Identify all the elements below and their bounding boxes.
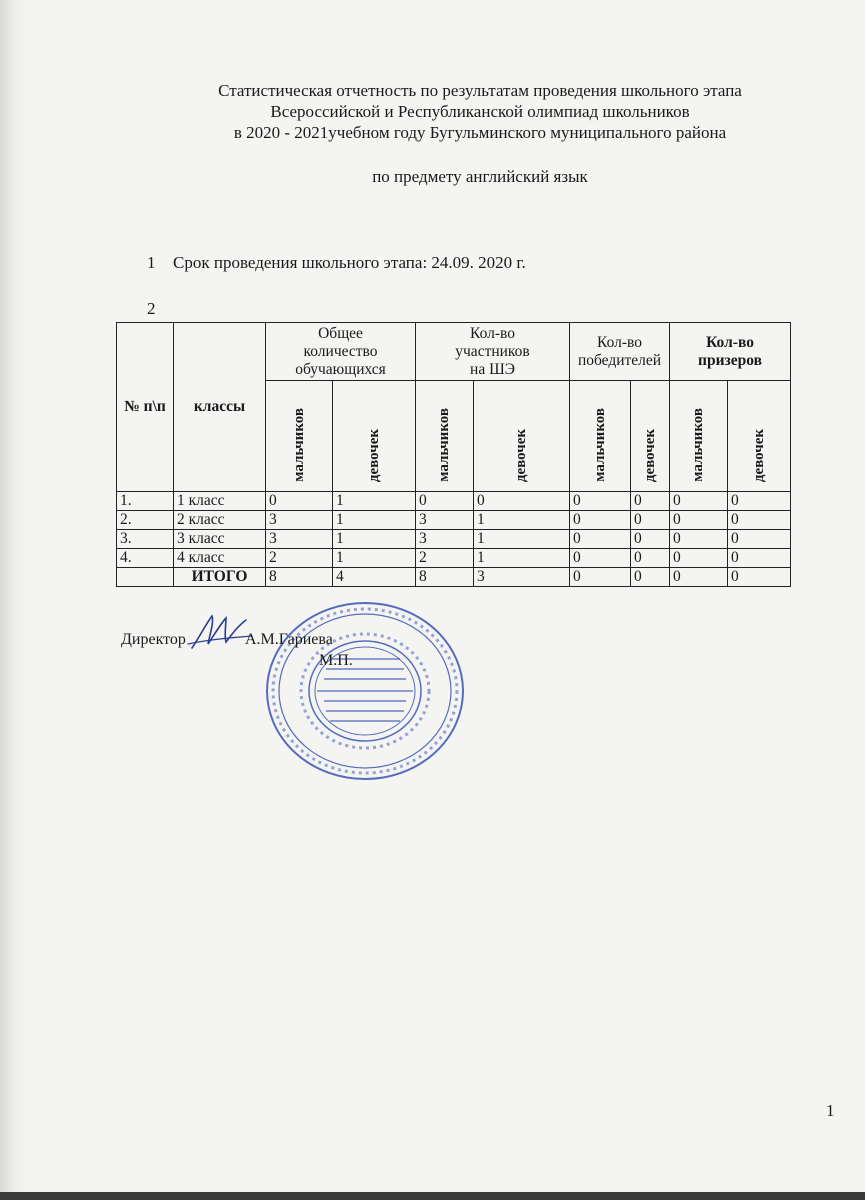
- table-cell: 1: [474, 549, 570, 568]
- table-cell: 3: [266, 511, 333, 530]
- table-cell: 0: [670, 492, 728, 511]
- table-cell: 0: [670, 511, 728, 530]
- table-cell: 0: [728, 511, 791, 530]
- table-cell: 1: [333, 492, 416, 511]
- header-num: № п\п: [117, 323, 174, 492]
- item-1-number: 1: [147, 253, 156, 272]
- table-cell: 1: [474, 511, 570, 530]
- table-row: [117, 549, 791, 568]
- director-name: А.М.Гариева: [245, 631, 333, 648]
- table-cell: 0: [728, 530, 791, 549]
- table-cell: 0: [728, 492, 791, 511]
- header-girls: девочек: [474, 381, 570, 492]
- item-1-text: Срок проведения школьного этапа: 24.09. 2020 г.: [173, 253, 526, 272]
- header-boys: мальчиков: [416, 381, 474, 492]
- table-cell: 8: [266, 568, 333, 587]
- table-row: [117, 511, 791, 530]
- table-cell: 0: [670, 568, 728, 587]
- table-cell: 0: [670, 549, 728, 568]
- title-line-1: Статистическая отчетность по результатам проведения школьного этапа: [218, 81, 742, 100]
- scan-bottom-edge: [0, 1192, 865, 1200]
- table-cell: 0: [728, 549, 791, 568]
- total-number: [117, 568, 174, 587]
- header-classes: классы: [174, 323, 266, 492]
- title-line-3: в 2020 - 2021учебном году Бугульминского муниципального района: [233, 123, 727, 142]
- header-participants: Кол-во участников на ШЭ: [416, 323, 570, 381]
- header-boys: мальчиков: [266, 381, 333, 492]
- table-cell: 1: [333, 549, 416, 568]
- header-girls: девочек: [631, 381, 670, 492]
- row-number: 3.: [117, 530, 174, 549]
- header-boys: мальчиков: [570, 381, 631, 492]
- header-boys: мальчиков: [670, 381, 728, 492]
- header-prize-winners: Кол-во призеров: [670, 323, 791, 381]
- table-cell: 3: [474, 568, 570, 587]
- table-cell: 1: [333, 511, 416, 530]
- official-stamp: [260, 596, 470, 786]
- row-number: 4.: [117, 549, 174, 568]
- table-cell: 3: [416, 530, 474, 549]
- table-row: [117, 530, 791, 549]
- table-cell: 0: [570, 568, 631, 587]
- table-cell: 8: [416, 568, 474, 587]
- item-2-number: 2: [147, 299, 156, 318]
- row-number: 1.: [117, 492, 174, 511]
- row-class: 4 класс: [174, 549, 266, 568]
- document-title: [130, 80, 830, 143]
- scan-edge-shadow: [0, 0, 26, 1200]
- table-total-row: [117, 568, 791, 587]
- table-cell: 0: [570, 492, 631, 511]
- table-cell: 0: [570, 549, 631, 568]
- subject-line: по предмету английский язык: [372, 167, 588, 186]
- table-cell: 0: [416, 492, 474, 511]
- table-cell: 4: [333, 568, 416, 587]
- table-cell: 0: [570, 530, 631, 549]
- header-total-students: Общее количество обучающихся: [266, 323, 416, 381]
- table-cell: 0: [670, 530, 728, 549]
- table-cell: 0: [631, 549, 670, 568]
- table-cell: 3: [266, 530, 333, 549]
- item-1: [147, 253, 526, 273]
- director-label: Директор: [121, 631, 186, 648]
- header-girls: девочек: [333, 381, 416, 492]
- page-number: 1: [826, 1101, 835, 1120]
- table-cell: 1: [474, 530, 570, 549]
- header-girls: девочек: [728, 381, 791, 492]
- table-cell: 0: [266, 492, 333, 511]
- director-line: [121, 631, 333, 649]
- table-cell: 0: [631, 568, 670, 587]
- table-cell: 0: [631, 511, 670, 530]
- table-cell: 1: [333, 530, 416, 549]
- table-row: [117, 492, 791, 511]
- table-cell: 0: [570, 511, 631, 530]
- table-cell: 0: [631, 530, 670, 549]
- title-line-2: Всероссийской и Республиканской олимпиад школьников: [270, 102, 690, 121]
- row-class: 2 класс: [174, 511, 266, 530]
- table-cell: 2: [416, 549, 474, 568]
- row-class: 1 класс: [174, 492, 266, 511]
- total-label: ИТОГО: [174, 568, 266, 587]
- table-cell: 2: [266, 549, 333, 568]
- table-cell: 0: [728, 568, 791, 587]
- statistics-table: [116, 322, 791, 587]
- row-class: 3 класс: [174, 530, 266, 549]
- table-cell: 0: [631, 492, 670, 511]
- header-winners: Кол-во победителей: [570, 323, 670, 381]
- seal-label: М.П.: [319, 652, 353, 669]
- table-cell: 3: [416, 511, 474, 530]
- table-cell: 0: [474, 492, 570, 511]
- row-number: 2.: [117, 511, 174, 530]
